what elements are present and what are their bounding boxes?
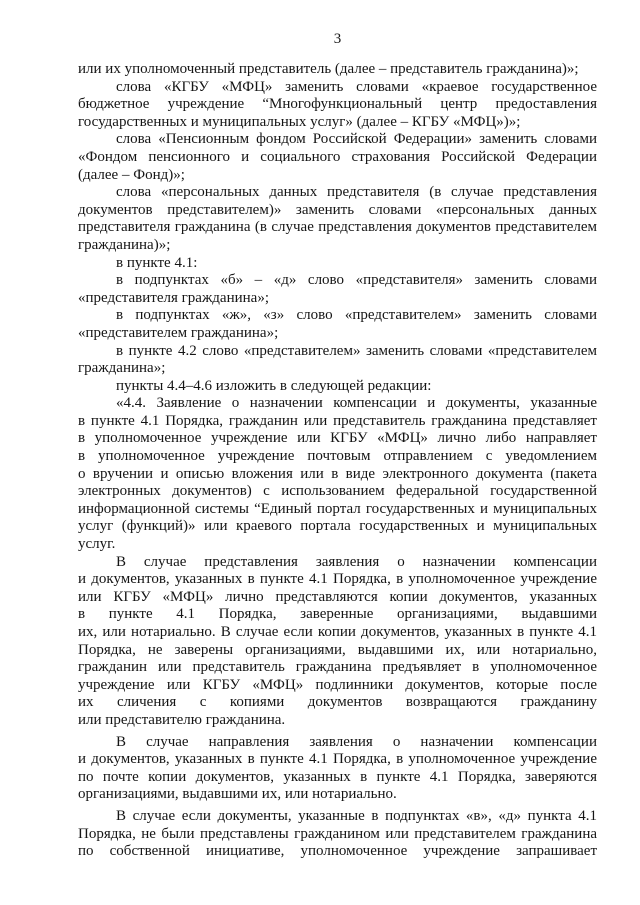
text-line: (далее – Фонд)»; (78, 166, 185, 183)
text-line: документов представителем)» заменить словами «персональных данных (78, 201, 597, 218)
text-line: В случае направления заявления о назначении компенсации (116, 733, 597, 750)
text-line: гражданин или представитель гражданина предъявляет в уполномоченное (78, 659, 597, 676)
text-line: и документов, указанных в пункте 4.1 Порядка, в уполномоченное учреждение (78, 571, 597, 588)
paragraph (78, 395, 597, 553)
page-number: 3 (333, 31, 342, 47)
text-line: «4.4. Заявление о назначении компенсации и документы, указанные (116, 395, 597, 412)
paragraph (78, 61, 597, 79)
text-line: «представителя гражданина»; (78, 289, 270, 306)
text-line: их сличения с копиями документов возвращаются гражданину (78, 694, 597, 711)
text-line: пункты 4.4–4.6 изложить в следующей редакции: (116, 377, 432, 394)
text-line: слова «КГБУ «МФЦ» заменить словами «краевое государственное (116, 78, 597, 95)
text-line: о вручении и описью вложения или в виде электронного документа (пакета (78, 465, 597, 482)
text-line: В случае если документы, указанные в подпунктах «в», «д» пункта 4.1 (116, 807, 597, 824)
text-line: в пункте 4.2 слово «представителем» заменить словами «представителем (116, 342, 597, 359)
text-line: в подпунктах «ж», «з» слово «представителем» заменить словами (116, 307, 597, 324)
paragraph (78, 272, 597, 307)
text-line: Порядка, не заверены организациями, выдавшими их, или нотариально, (78, 641, 597, 658)
text-line: в пункте 4.1 Порядка, гражданин или представитель гражданина представляет (78, 412, 597, 429)
paragraph (78, 734, 597, 804)
paragraph (78, 255, 597, 273)
paragraph (78, 307, 597, 342)
text-line: слова «персональных данных представителя (в случае представления (116, 184, 597, 201)
paragraph (78, 378, 597, 396)
text-line: представителя гражданина (в случае представления документов представителем (78, 219, 597, 236)
text-line: услуг. (78, 536, 116, 553)
paragraph (78, 808, 597, 861)
text-line: или представителю гражданина. (78, 711, 286, 728)
text-line: «Фондом пенсионного и социального страхования Российской Федерации (78, 148, 597, 165)
paragraph (78, 79, 597, 132)
text-line: услуг (функций)» или краевого портала государственных и муниципальных (78, 518, 597, 535)
text-line: или их уполномоченный представитель (далее – представитель гражданина)»; (78, 61, 579, 77)
text-line: организациями, выдавшими их, или нотариально. (78, 786, 397, 803)
text-line: Порядка, не были представлены гражданином или представителем гражданина (78, 825, 597, 842)
text-line: их, или нотариально. В случае если копии документов, указанных в пункте 4.1 (78, 624, 597, 640)
paragraph (78, 184, 597, 254)
text-line: учреждение или КГБУ «МФЦ» подлинники документов, которые после (78, 676, 597, 693)
text-line: «представителем гражданина»; (78, 324, 279, 341)
text-line: слова «Пенсионным фондом Российской Федерации» заменить словами (116, 131, 597, 148)
paragraph (78, 131, 597, 184)
text-line: государственных и муниципальных услуг» (далее – КГБУ «МФЦ»)»; (78, 113, 521, 130)
paragraph (78, 343, 597, 378)
text-line: электронных документов) с использованием федеральной государственной (78, 483, 597, 500)
text-line: по собственной инициативе, уполномоченное учреждение запрашивает (78, 843, 597, 860)
text-line: или КГБУ «МФЦ» лично представляются копии документов, указанных (78, 588, 597, 605)
text-line: в подпунктах «б» – «д» слово «представителя» заменить словами (116, 272, 597, 289)
text-line: бюджетное учреждение “Многофункциональный центр предоставления (78, 96, 597, 113)
document-body (78, 61, 597, 861)
text-line: по почте копии документов, указанных в пункте 4.1 Порядка, заверяются (78, 768, 597, 785)
text-line: и документов, указанных в пункте 4.1 Порядка, в уполномоченное учреждение (78, 751, 597, 768)
text-line: в уполномоченное учреждение или КГБУ «МФЦ» лично либо направляет (78, 430, 597, 447)
text-line: в пункте 4.1 Порядка, заверенные организациями, выдавшими (78, 606, 597, 623)
text-line: В случае представления заявления о назначении компенсации (116, 553, 597, 570)
text-line: информационной системы “Единый портал государственных и муниципальных (78, 500, 597, 517)
text-line: в уполномоченное учреждение почтовым отправлением с уведомлением (78, 448, 597, 465)
paragraph (78, 554, 597, 730)
text-line: гражданина)»; (78, 236, 171, 253)
text-line: в пункте 4.1: (116, 254, 198, 271)
text-line: гражданина»; (78, 360, 166, 377)
